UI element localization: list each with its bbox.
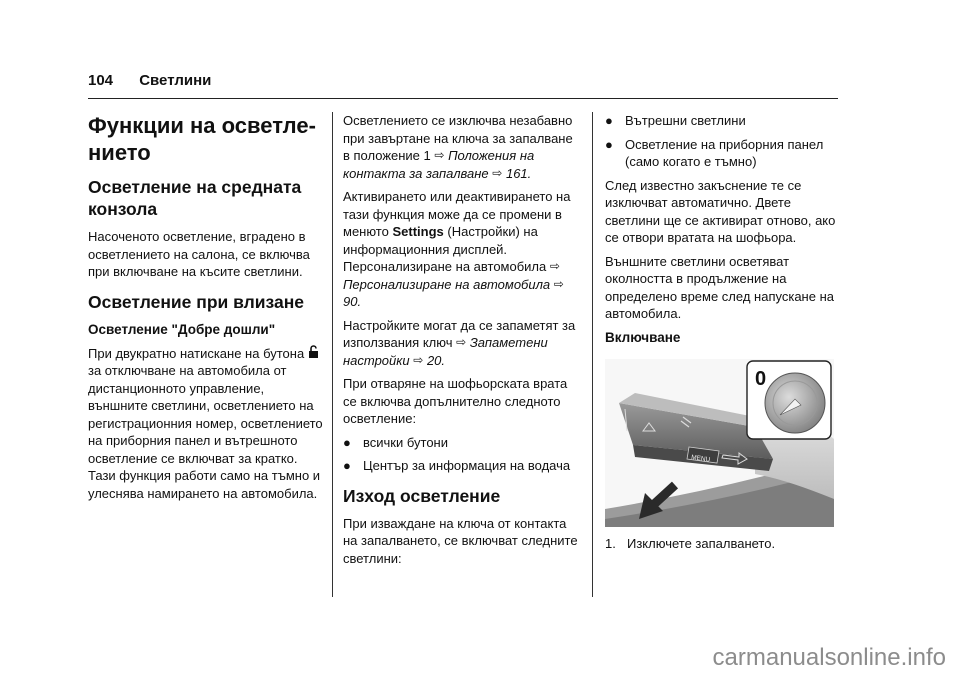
bullet-icon: ● [605, 136, 613, 152]
heading-entry-lighting: Осветление при влизане [88, 291, 305, 312]
stalk-drawing [605, 359, 834, 527]
arrow-icon: ⇨ [553, 276, 564, 291]
section-title: Светлини [139, 72, 212, 89]
list-item: ● Вътрешни светлини [605, 113, 746, 128]
settings-label: Settings [392, 224, 444, 239]
arrow-icon: ⇨ [434, 148, 445, 162]
para-exit-lighting: При изваждане на ключа от контакта на запалването, се включват следните светлини: [343, 515, 578, 566]
unlock-icon [308, 345, 319, 363]
column-3 [605, 112, 841, 552]
arrow-icon: ⇨ [456, 335, 467, 349]
ref-memory-link[interactable]: Запаметени настройки [343, 335, 548, 368]
stalk-illustration [605, 359, 834, 527]
ref-page: 161 [505, 165, 528, 181]
para-welcome-lighting: При двукратно натискане на бутона за отключване на автомобила от дистанционното управление, външните светлини, осветлението на регистрационния номер, осветлението на приборния панел и вътрешното осветление се включват за кратко. Тази функция работи само на тъмно и улеснява намирането на автомобила. [88, 345, 323, 501]
para-switch-off: Осветлението се изключва незабавно при завъртане на ключа за запалване в положение 1 ⇨ Положения на контакта за запалване ⇨ 161. [343, 113, 573, 181]
bullet-icon: ● [605, 113, 613, 128]
ref-page: 20 [426, 352, 442, 368]
para-key-memory: Настройките могат да се запаметят за използвания ключ ⇨ Запаметени настройки ⇨ 20. [343, 317, 576, 368]
arrow-icon: ⇨ [492, 165, 503, 180]
column-divider-2 [592, 112, 593, 597]
list-item: ● всички бутони [343, 434, 448, 450]
caption-text: Изключете запалването. [627, 535, 776, 551]
figure-caption [605, 535, 841, 553]
list-item: ● Център за информация на водача [343, 458, 571, 473]
bullet-icon: ● [343, 458, 351, 473]
heading-exit-lighting: Изход осветление [343, 485, 501, 506]
bullet-icon: ● [343, 434, 351, 450]
watermark: carmanualsonline.info [712, 644, 946, 671]
para-door-open: При отваряне на шофьорската врата се включва допълнително следното осветление: [343, 376, 568, 426]
page-header [88, 72, 211, 89]
para-delay: След известно закъснение те се изключват автоматично. Двете светлини ще се активират отново, ако се отвори вратата на шофьора. [605, 177, 836, 245]
ref-page: 90 [343, 294, 358, 309]
arrow-icon: ⇨ [413, 352, 424, 367]
caption-number: 1. [605, 535, 616, 551]
dial-zero-label: 0 [755, 367, 767, 390]
heading-console-lighting: Осветление на средната конзола [88, 177, 302, 219]
menu-label: MENU [690, 453, 711, 464]
page-number: 104 [88, 72, 114, 89]
column-1 [88, 112, 324, 508]
header-rule [88, 98, 838, 99]
para-console-lighting: Насоченото осветление, вградено в осветлението на салона, се включва при включване на късите светлини. [88, 229, 310, 279]
ref-ignition-link[interactable]: Положения на контакта за запалване [343, 148, 535, 181]
heading-welcome-lighting: Осветление "Добре дошли" [88, 321, 276, 337]
list-item: ● Осветление на приборния панел (само когато е тъмно) [605, 136, 824, 169]
column-divider-1 [332, 112, 333, 597]
para-exterior: Външните светлини осветяват околността в продължение на определено време след напускане на автомобила. [605, 253, 834, 321]
column-2 [343, 112, 579, 573]
arrow-icon: ⇨ [549, 259, 560, 273]
para-settings: Активирането или деактивирането на тази функция може да се промени в менюто Settings (Настройки) на информационния дисплей. Персонализиране на автомобила ⇨ Персонализиране на автомобила ⇨ 90. [343, 189, 571, 309]
heading-activation: Включване [605, 329, 681, 345]
chapter-heading: Функции на осветле-нието [88, 113, 316, 165]
ref-personalization-link[interactable]: Персонализиране на автомобила [343, 276, 551, 292]
